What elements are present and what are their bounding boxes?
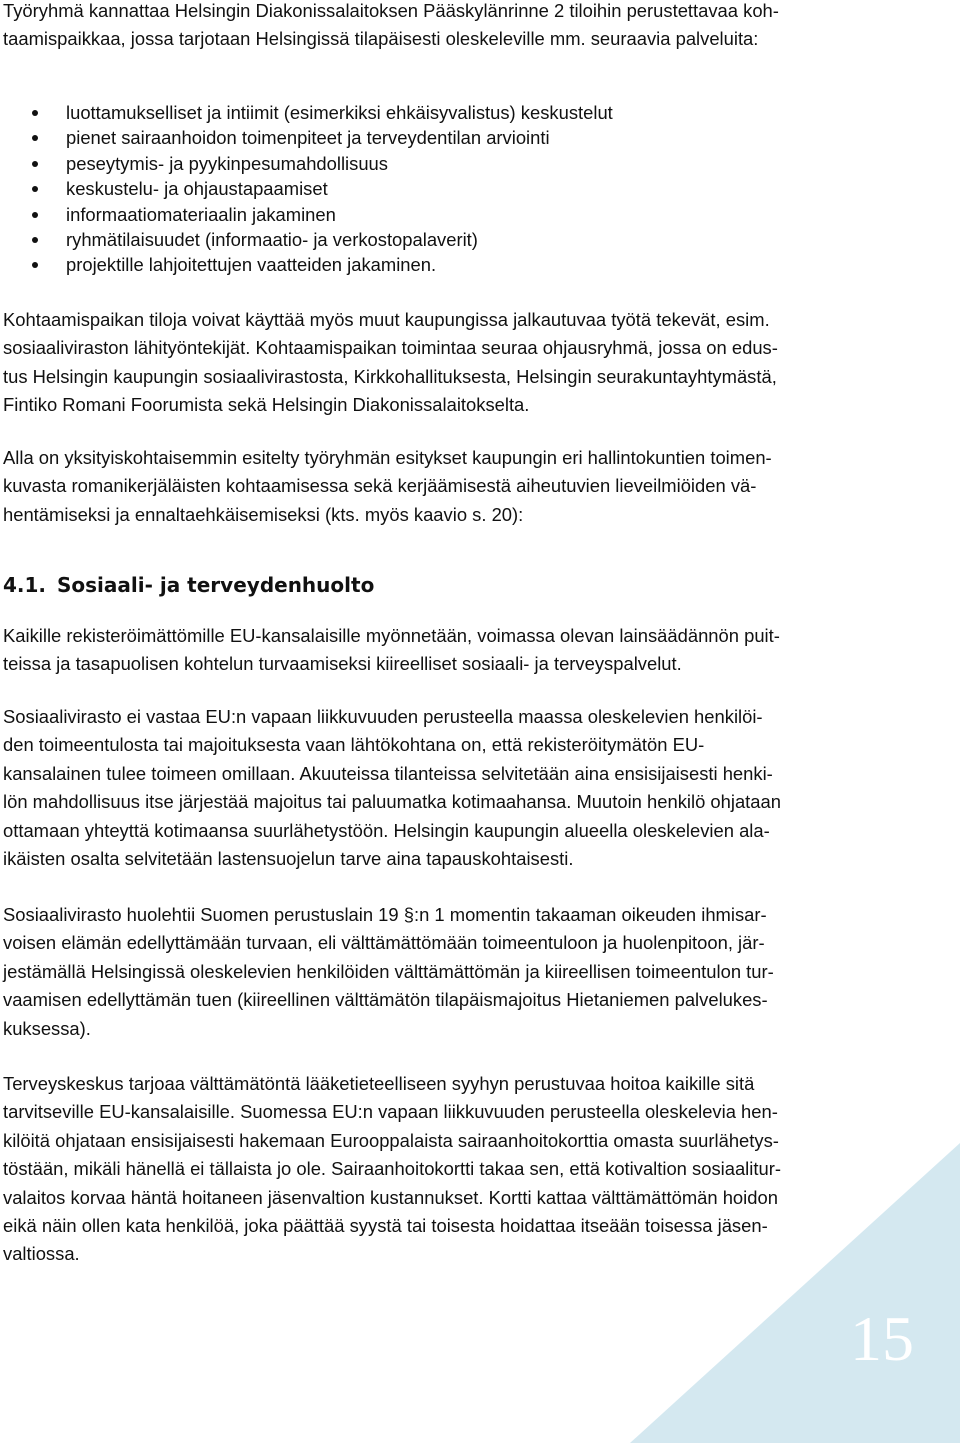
bullet-icon xyxy=(32,186,38,192)
text-line: kilöitä ohjataan ensisijaisesti hakemaan Eurooppalaista sairaanhoitokorttia omasta suurlähetys- xyxy=(3,1129,779,1151)
paragraph-kohtaamispaikka xyxy=(3,306,903,420)
bullet-icon xyxy=(32,161,38,167)
text-line: tarvitseville EU-kansalaisille. Suomessa EU:n vapaan liikkuvuuden perusteella oleskelevia hen- xyxy=(3,1101,778,1123)
text-line: Terveyskeskus tarjoaa välttämätöntä lääketieteelliseen syyhyn perustuvaa hoitoa kaikille sitä xyxy=(3,1073,755,1094)
text-line: töstään, mikäli hänellä ei tällaista jo ole. Sairaanhoitokortti takaa sen, että kotivaltion sosiaalitur- xyxy=(3,1158,781,1180)
text-line: Sosiaalivirasto huolehtii Suomen perustuslain 19 §:n 1 momentin takaaman oikeuden ihmisar- xyxy=(3,904,767,925)
text-line: valtiossa. xyxy=(3,1243,80,1265)
paragraph-social-office xyxy=(3,703,903,873)
text-line: kuvasta romanikerjäläisten kohtaamisessa sekä kerjäämisestä aiheutuvien lieveilmiöiden vä- xyxy=(3,475,757,497)
text-line: Työryhmä kannattaa Helsingin Diakonissalaitoksen Pääskylänrinne 2 tiloihin perustettavaa koh- xyxy=(3,0,779,21)
bullet-icon xyxy=(32,135,38,141)
list-item: luottamukselliset ja intiimit (esimerkiksi ehkäisyvalistus) keskustelut xyxy=(32,100,613,125)
page-number: 15 xyxy=(850,1303,914,1374)
bullet-icon xyxy=(32,237,38,243)
text-line: vaamisen edellyttämän tuen (kiireellinen välttämätön tilapäismajoitus Hietaniemen palvelukes- xyxy=(3,989,768,1011)
section-heading xyxy=(3,570,374,600)
text-line: ikäisten osalta selvitetään lastensuojelun tarve aina tapauskohtaisesti. xyxy=(3,848,574,870)
text-line: Fintiko Romani Foorumista sekä Helsingin Diakonissalaitokselta. xyxy=(3,394,530,416)
text-line: kuksessa). xyxy=(3,1017,91,1039)
text-line: eikä näin ollen kata henkilöä, joka päättää syystä tai toisesta hoidattaa itseään toisessa jäsen- xyxy=(3,1215,768,1237)
text-line: Kaikille rekisteröimättömille EU-kansalaisille myönnetään, voimassa olevan lainsäädännön puit- xyxy=(3,625,780,646)
text-line: Kohtaamispaikan tiloja voivat käyttää myös muut kaupungissa jalkautuvaa työtä tekevät, esim. xyxy=(3,309,770,330)
text-line: lön mahdollisuus itse järjestää majoitus tai paluumatka kotimaahansa. Muutoin henkilö ohjataan xyxy=(3,791,781,813)
paragraph-eu-citizens xyxy=(3,622,903,679)
section-number: 4.1. xyxy=(3,573,47,597)
text-line: sosiaaliviraston lähityöntekijät. Kohtaamispaikan toimintaa seuraa ohjausryhmä, jossa on edus- xyxy=(3,337,778,359)
text-line: Sosiaalivirasto ei vastaa EU:n vapaan liikkuvuuden perusteella maassa oleskelevien henkilöi- xyxy=(3,706,763,727)
paragraph-constitution xyxy=(3,901,903,1043)
intro-paragraph xyxy=(3,0,903,54)
text-line: Alla on yksityiskohtaisemmin esitelty työryhmän esitykset kaupungin eri hallintokuntien toimen- xyxy=(3,447,772,468)
text-line: ottamaan yhteyttä kotimaansa suurlähetystöön. Helsingin kaupungin alueella oleskelevien ala- xyxy=(3,819,770,841)
page-corner-decoration xyxy=(630,1143,960,1443)
list-item: peseytymis- ja pyykinpesumahdollisuus xyxy=(32,151,613,176)
list-item: informaatiomateriaalin jakaminen xyxy=(32,202,613,227)
corner-triangle xyxy=(630,1143,960,1443)
text-line: jestämällä Helsingissä oleskelevien henkilöiden välttämättömän ja kiireellisen toimeentulon tur- xyxy=(3,960,774,982)
list-item: keskustelu- ja ohjaustapaamiset xyxy=(32,176,613,201)
list-item: ryhmätilaisuudet (informaatio- ja verkostopalaverit) xyxy=(32,227,613,252)
bullet-icon xyxy=(32,110,38,116)
text-line: teissa ja tasapuolisen kohtelun turvaamiseksi kiireelliset sosiaali- ja terveyspalvelut. xyxy=(3,653,682,675)
text-line: kansalainen tulee toimeen omillaan. Akuuteissa tilanteissa selvitetään aina ensisijaisesti henki- xyxy=(3,762,773,784)
bullet-icon xyxy=(32,212,38,218)
bullet-icon xyxy=(32,262,38,268)
text-line: hentämiseksi ja ennaltaehkäisemiseksi (kts. myös kaavio s. 20): xyxy=(3,503,524,525)
text-line: tus Helsingin kaupungin sosiaalivirastosta, Kirkkohallituksesta, Helsingin seurakuntayhtymästä, xyxy=(3,365,777,387)
services-list xyxy=(32,100,613,278)
text-line: taamispaikkaa, jossa tarjotaan Helsingissä tilapäisesti oleskeleville mm. seuraavia palveluita: xyxy=(3,28,759,50)
text-line: voisen elämän edellyttämään turvaan, eli välttämättömään toimeentuloon ja huolenpitoon, jär- xyxy=(3,932,765,954)
text-line: den toimeentulosta tai majoituksesta vaan lähtökohtana on, että rekisteröitymätön EU- xyxy=(3,734,705,756)
paragraph-overview xyxy=(3,444,903,529)
section-title: Sosiaali- ja terveydenhuolto xyxy=(57,573,375,597)
list-item: pienet sairaanhoidon toimenpiteet ja terveydentilan arviointi xyxy=(32,125,613,150)
text-line: valaitos korvaa häntä hoitaneen jäsenvaltion kustannukset. Kortti kattaa välttämättömän hoidon xyxy=(3,1186,778,1208)
list-item: projektille lahjoitettujen vaatteiden jakaminen. xyxy=(32,252,613,277)
